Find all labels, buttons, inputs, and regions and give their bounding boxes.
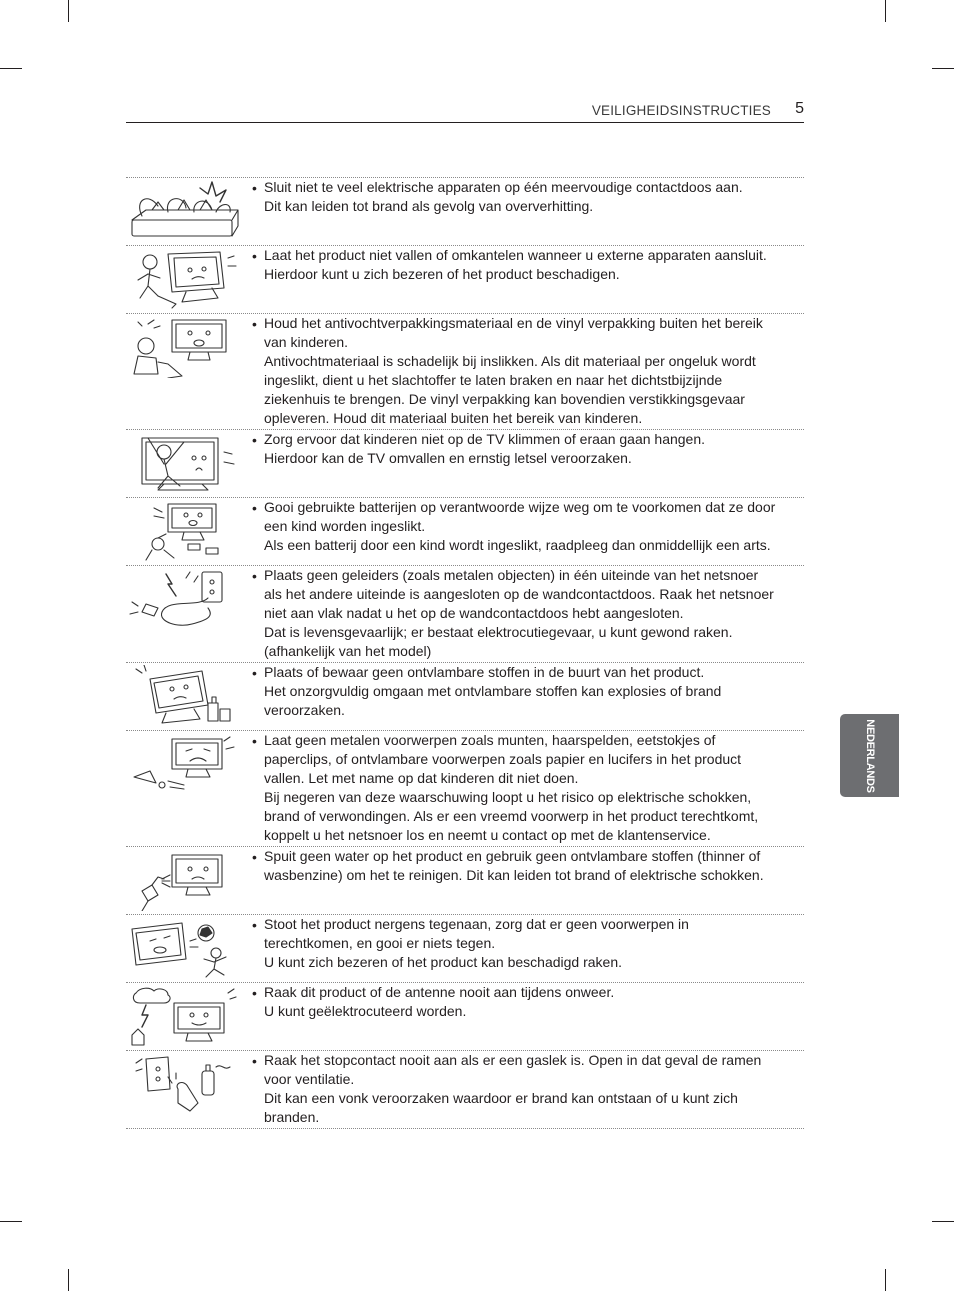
list-item: • Zorg ervoor dat kinderen niet op de TV klimmen of eraan gaan hangen. Hierdoor kan de TV omvallen en ernstig letsel veroorzaken.: [126, 429, 804, 497]
instruction-text: Antivochtmateriaal is schadelijk bij inslikken. Als dit materiaal per ongeluk wordt: [264, 353, 756, 369]
instruction-text: (afhankelijk van het model): [264, 643, 432, 659]
instruction-text: vallen. Let met name op dat kinderen dit niet doen.: [264, 770, 579, 786]
list-item: • Spuit geen water op het product en gebruik geen ontvlambare stoffen (thinner of wasbenzine) om het te reinigen. Dit kan leiden tot brand of elektrische schokken.: [126, 846, 804, 914]
crop-mark: [0, 1221, 22, 1222]
instruction-text: Raak dit product of de antenne nooit aan tijdens onweer.: [264, 984, 615, 1000]
instruction-text: ingeslikt, dient u het slachtoffer te laten braken en naar het dichtstbijzijnde: [264, 372, 723, 388]
instruction-text: Hierdoor kan de TV omvallen en ernstig letsel veroorzaken.: [264, 450, 632, 466]
battery-disposal-icon: [128, 500, 240, 562]
crop-mark: [932, 68, 954, 69]
overloaded-power-strip-icon: [128, 180, 240, 242]
instruction-text: brand of verwondingen. Als er een vreemd voorwerp in het product terechtkomt,: [264, 808, 759, 824]
list-item: • Plaats of bewaar geen ontvlambare stoffen in de buurt van het product. Het onzorgvuldig omgaan met ontvlambare stoffen kan explosies of brand veroorzaken.: [126, 662, 804, 730]
instruction-text: Raak het stopcontact nooit aan als er een gaslek is. Open in dat geval de ramen: [264, 1052, 762, 1068]
list-item: • Houd het antivochtverpakkingsmateriaal en de vinyl verpakking buiten het bereik van kinderen. Antivochtmateriaal is schadelijk bij inslikken. Als dit materiaal per ongeluk wordt ingeslikt, dient u het slachtoffer te laten braken en naar het dichtstbijzijnde ziekenhuis te brengen. De vinyl verpakking kan bovendien verstikkingsgevaar opleveren. Houd dit materiaal buiten het bereik van kinderen.: [126, 313, 804, 429]
list-item: • Laat het product niet vallen of omkantelen wanneer u externe apparaten aansluit. Hierdoor kunt u zich bezeren of het product beschadigen.: [126, 245, 804, 313]
instruction-text: wasbenzine) om het te reinigen. Dit kan leiden tot brand of elektrische schokken.: [264, 867, 764, 883]
crop-mark: [885, 1269, 886, 1291]
instruction-text: koppelt u het netsnoer los en neemt u contact op met de klantenservice.: [264, 827, 711, 843]
crop-mark: [68, 0, 69, 22]
instruction-text: Dat is levensgevaarlijk; er bestaat elektrocutiegevaar, u kunt gewond raken.: [264, 624, 733, 640]
crop-mark: [932, 1221, 954, 1222]
instruction-text: U kunt zich bezeren of het product kan beschadigd raken.: [264, 954, 622, 970]
instruction-text: Als een batterij door een kind wordt ingeslikt, raadpleeg dan onmiddellijk een arts.: [264, 537, 771, 553]
lightning-storm-icon: [128, 985, 240, 1047]
instruction-text: Plaats of bewaar geen ontvlambare stoffen in de buurt van het product.: [264, 664, 705, 680]
language-tab: [840, 714, 899, 797]
instruction-text: opleveren. Houd dit materiaal buiten het bereik van kinderen.: [264, 410, 643, 426]
instruction-text: Stoot het product nergens tegenaan, zorg dat er geen voorwerpen in: [264, 916, 689, 932]
instruction-text: paperclips, of ontvlambare voorwerpen zoals papier en lucifers in het product: [264, 751, 742, 767]
safety-instructions-list: [126, 177, 804, 1129]
instruction-text: U kunt geëlektrocuteerd worden.: [264, 1003, 467, 1019]
list-item: • Gooi gebruikte batterijen op verantwoorde wijze weg om te voorkomen dat ze door een kind worden ingeslikt. Als een batterij door een kind wordt ingeslikt, raadpleeg dan onmiddellijk een arts.: [126, 497, 804, 565]
list-item: • Plaats geen geleiders (zoals metalen objecten) in één uiteinde van het netsnoer als het andere uiteinde is aangesloten op de wandcontactdoos. Raak het netsnoer niet aan vlak nadat u het op de wandcontactdoos hebt aangesloten. Dat is levensgevaarlijk; er bestaat elektrocutiegevaar, u kunt gewond raken. (afhankelijk van het model): [126, 565, 804, 662]
metal-objects-icon: [128, 733, 240, 795]
instruction-text: terechtkomen, en gooi er niets tegen.: [264, 935, 496, 951]
instruction-text: niet aan vlak nadat u het op de wandcontactdoos hebt aangesloten.: [264, 605, 684, 621]
instruction-text: Houd het antivochtverpakkingsmateriaal en de vinyl verpakking buiten het bereik: [264, 315, 763, 331]
instruction-text: veroorzaken.: [264, 702, 345, 718]
section-title: VEILIGHEIDSINSTRUCTIES: [591, 103, 771, 118]
instruction-text: Zorg ervoor dat kinderen niet op de TV klimmen of eraan gaan hangen.: [264, 431, 706, 447]
instruction-text: een kind worden ingeslikt.: [264, 518, 426, 534]
plug-conductor-icon: [128, 568, 240, 630]
instruction-text: voor ventilatie.: [264, 1071, 355, 1087]
list-item: • Raak dit product of de antenne nooit aan tijdens onweer. U kunt geëlektrocuteerd worden.: [126, 982, 804, 1050]
child-packaging-icon: [128, 316, 240, 378]
instruction-text: branden.: [264, 1109, 320, 1125]
instruction-text: Het onzorgvuldig omgaan met ontvlambare stoffen kan explosies of brand: [264, 683, 722, 699]
instruction-text: Bij negeren van deze waarschuwing loopt u het risico op elektrische schokken,: [264, 789, 752, 805]
flammable-materials-icon: [128, 665, 240, 727]
list-item: • Sluit niet te veel elektrische apparaten op één meervoudige contactdoos aan. Dit kan leiden tot brand als gevolg van oververhitting.: [126, 177, 804, 245]
list-item: • Stoot het product nergens tegenaan, zorg dat er geen voorwerpen in terechtkomen, en gooi er niets tegen. U kunt zich bezeren of het product kan beschadigd raken.: [126, 914, 804, 982]
instruction-text: als het andere uiteinde is aangesloten op de wandcontactdoos. Raak het netsnoer: [264, 586, 774, 602]
list-item: • Raak het stopcontact nooit aan als er een gaslek is. Open in dat geval de ramen voor ventilatie. Dit kan een vonk veroorzaken waardoor er brand kan ontstaan of u kunt zich branden.: [126, 1050, 804, 1129]
instruction-text: Spuit geen water op het product en gebruik geen ontvlambare stoffen (thinner of: [264, 848, 761, 864]
instruction-text: ziekenhuis te brengen. De vinyl verpakking kan bovendien verstikkingsgevaar: [264, 391, 745, 407]
instruction-text: Sluit niet te veel elektrische apparaten op één meervoudige contactdoos aan.: [264, 179, 743, 195]
instruction-text: Plaats geen geleiders (zoals metalen objecten) in één uiteinde van het netsnoer: [264, 567, 759, 583]
instruction-text: Dit kan leiden tot brand als gevolg van oververhitting.: [264, 198, 594, 214]
instruction-text: Dit kan een vonk veroorzaken waardoor er brand kan ontstaan of u kunt zich: [264, 1090, 738, 1106]
gas-leak-outlet-icon: [128, 1053, 240, 1115]
ball-impact-icon: [128, 917, 240, 979]
crop-mark: [885, 0, 886, 22]
instruction-text: van kinderen.: [264, 334, 349, 350]
instruction-text: Hierdoor kunt u zich bezeren of het product beschadigen.: [264, 266, 620, 282]
language-tab-label: NEDERLANDS: [863, 718, 876, 793]
falling-tv-child-icon: [128, 248, 240, 310]
child-climbing-tv-icon: [128, 432, 240, 494]
instruction-text: Gooi gebruikte batterijen op verantwoorde wijze weg om te voorkomen dat ze door: [264, 499, 776, 515]
page-header: [126, 100, 804, 123]
page-number: 5: [795, 100, 804, 117]
crop-mark: [68, 1269, 69, 1291]
list-item: • Laat geen metalen voorwerpen zoals munten, haarspelden, eetstokjes of paperclips, of ontvlambare voorwerpen zoals papier en lucifers in het product vallen. Let met name op dat kinderen dit niet doen. Bij negeren van deze waarschuwing loopt u het risico op elektrische schokken, brand of verwondingen. Als er een vreemd voorwerp in het product terechtkomt, koppelt u het netsnoer los en neemt u contact op met de klantenservice.: [126, 730, 804, 846]
crop-mark: [0, 68, 22, 69]
instruction-text: Laat het product niet vallen of omkantelen wanneer u externe apparaten aansluit.: [264, 247, 767, 263]
water-spray-icon: [128, 849, 240, 911]
instruction-text: Laat geen metalen voorwerpen zoals munten, haarspelden, eetstokjes of: [264, 732, 716, 748]
